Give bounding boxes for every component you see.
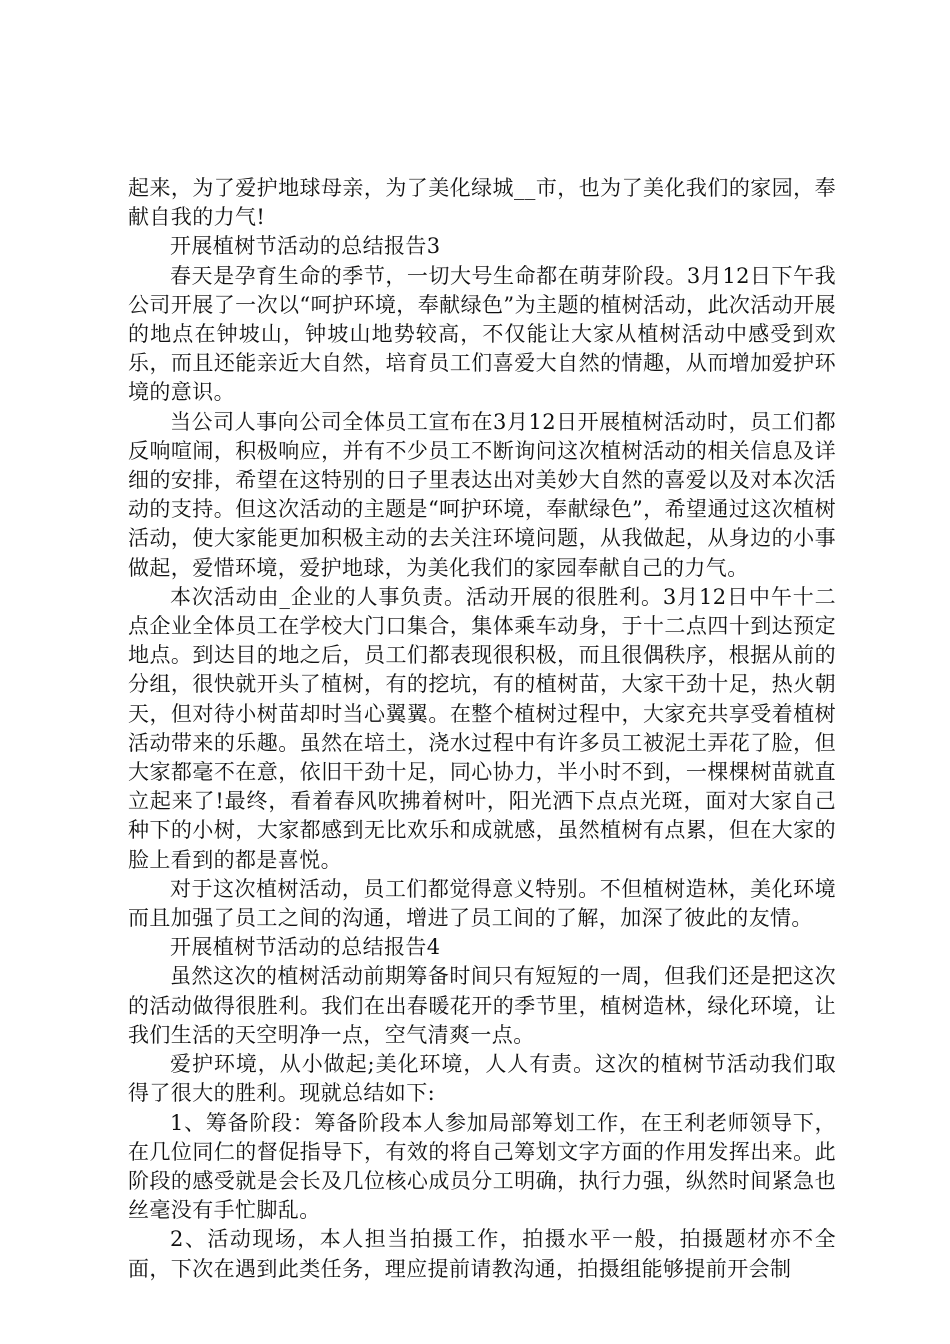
section-heading-report-4: 开展植树节活动的总结报告4: [170, 935, 441, 960]
document-body: [128, 174, 836, 1284]
list-item-preparation: 1、筹备阶段：筹备阶段本人参加局部筹划工作，在王利老师领导下，在几位同仁的督促指导下，有效的将自己筹划文字方面的作用发挥出来。此阶段的感受就是会长及几位核心成员分工明确，执行力强，纵然时间紧急也丝毫没有手忙脚乱。: [128, 1110, 836, 1223]
paragraph-continuation: 起来，为了爱护地球母亲，为了美化绿城__市，也为了美化我们的家园，奉献自我的力气!: [128, 176, 836, 230]
section-heading-report-3: 开展植树节活动的总结报告3: [170, 234, 441, 259]
paragraph: 当公司人事向公司全体员工宣布在3月12日开展植树活动时，员工们都反响喧闹，积极响应，并有不少员工不断询问这次植树活动的相关信息及详细的安排，希望在这特别的日子里表达出对美妙大自然的喜爱以及对本次活动的支持。但这次活动的主题是“呵护环境，奉献绿色”，希望通过这次植树活动，使大家能更加积极主动的去关注环境问题，从我做起，从身边的小事做起，爱惜环境，爱护地球，为美化我们的家园奉献自己的力气。: [128, 409, 836, 580]
paragraph: 爱护环境，从小做起;美化环境，人人有责。这次的植树节活动我们取得了很大的胜利。现就总结如下:: [128, 1052, 836, 1106]
list-item-on-site: 2、活动现场，本人担当拍摄工作，拍摄水平一般，拍摄题材亦不全面，下次在遇到此类任务，理应提前请教沟通，拍摄组能够提前开会制: [128, 1227, 836, 1281]
paragraph: 对于这次植树活动，员工们都觉得意义特别。不但植树造林，美化环境而且加强了员工之间的沟通，增进了员工间的了解，加深了彼此的友情。: [128, 876, 836, 931]
paragraph: 春天是孕育生命的季节，一切大号生命都在萌芽阶段。3月12日下午我公司开展了一次以“呵护环境，奉献绿色”为主题的植树活动，此次活动开展的地点在钟坡山，钟坡山地势较高，不仅能让大家从植树活动中感受到欢乐，而且还能亲近大自然，培育员工们喜爱大自然的情趣，从而增加爱护环境的意识。: [128, 263, 836, 405]
paragraph: 本次活动由_企业的人事负责。活动开展的很胜利。3月12日中午十二点企业全体员工在学校大门口集合，集体乘车动身，于十二点四十到达预定地点。到达目的地之后，员工们都表现很积极，而且很偶秩序，根据从前的分组，很快就开头了植树，有的挖坑，有的植树苗，大家干劲十足，热火朝天，但对待小树苗却时当心翼翼。在整个植树过程中，大家充共享受着植树活动带来的乐趣。虽然在培土，浇水过程中有许多员工被泥土弄花了脸，但大家都毫不在意，依旧干劲十足，同心协力，半小时不到，一棵棵树苗就直立起来了!最终，看着春风吹拂着树叶，阳光洒下点点光斑，面对大家自己种下的小树，大家都感到无比欢乐和成就感，虽然植树有点累，但在大家的脸上看到的都是喜悦。: [128, 584, 836, 872]
paragraph: 虽然这次的植树活动前期筹备时间只有短短的一周，但我们还是把这次的活动做得很胜利。我们在出春暖花开的季节里，植树造林，绿化环境，让我们生活的天空明净一点，空气清爽一点。: [128, 964, 836, 1047]
